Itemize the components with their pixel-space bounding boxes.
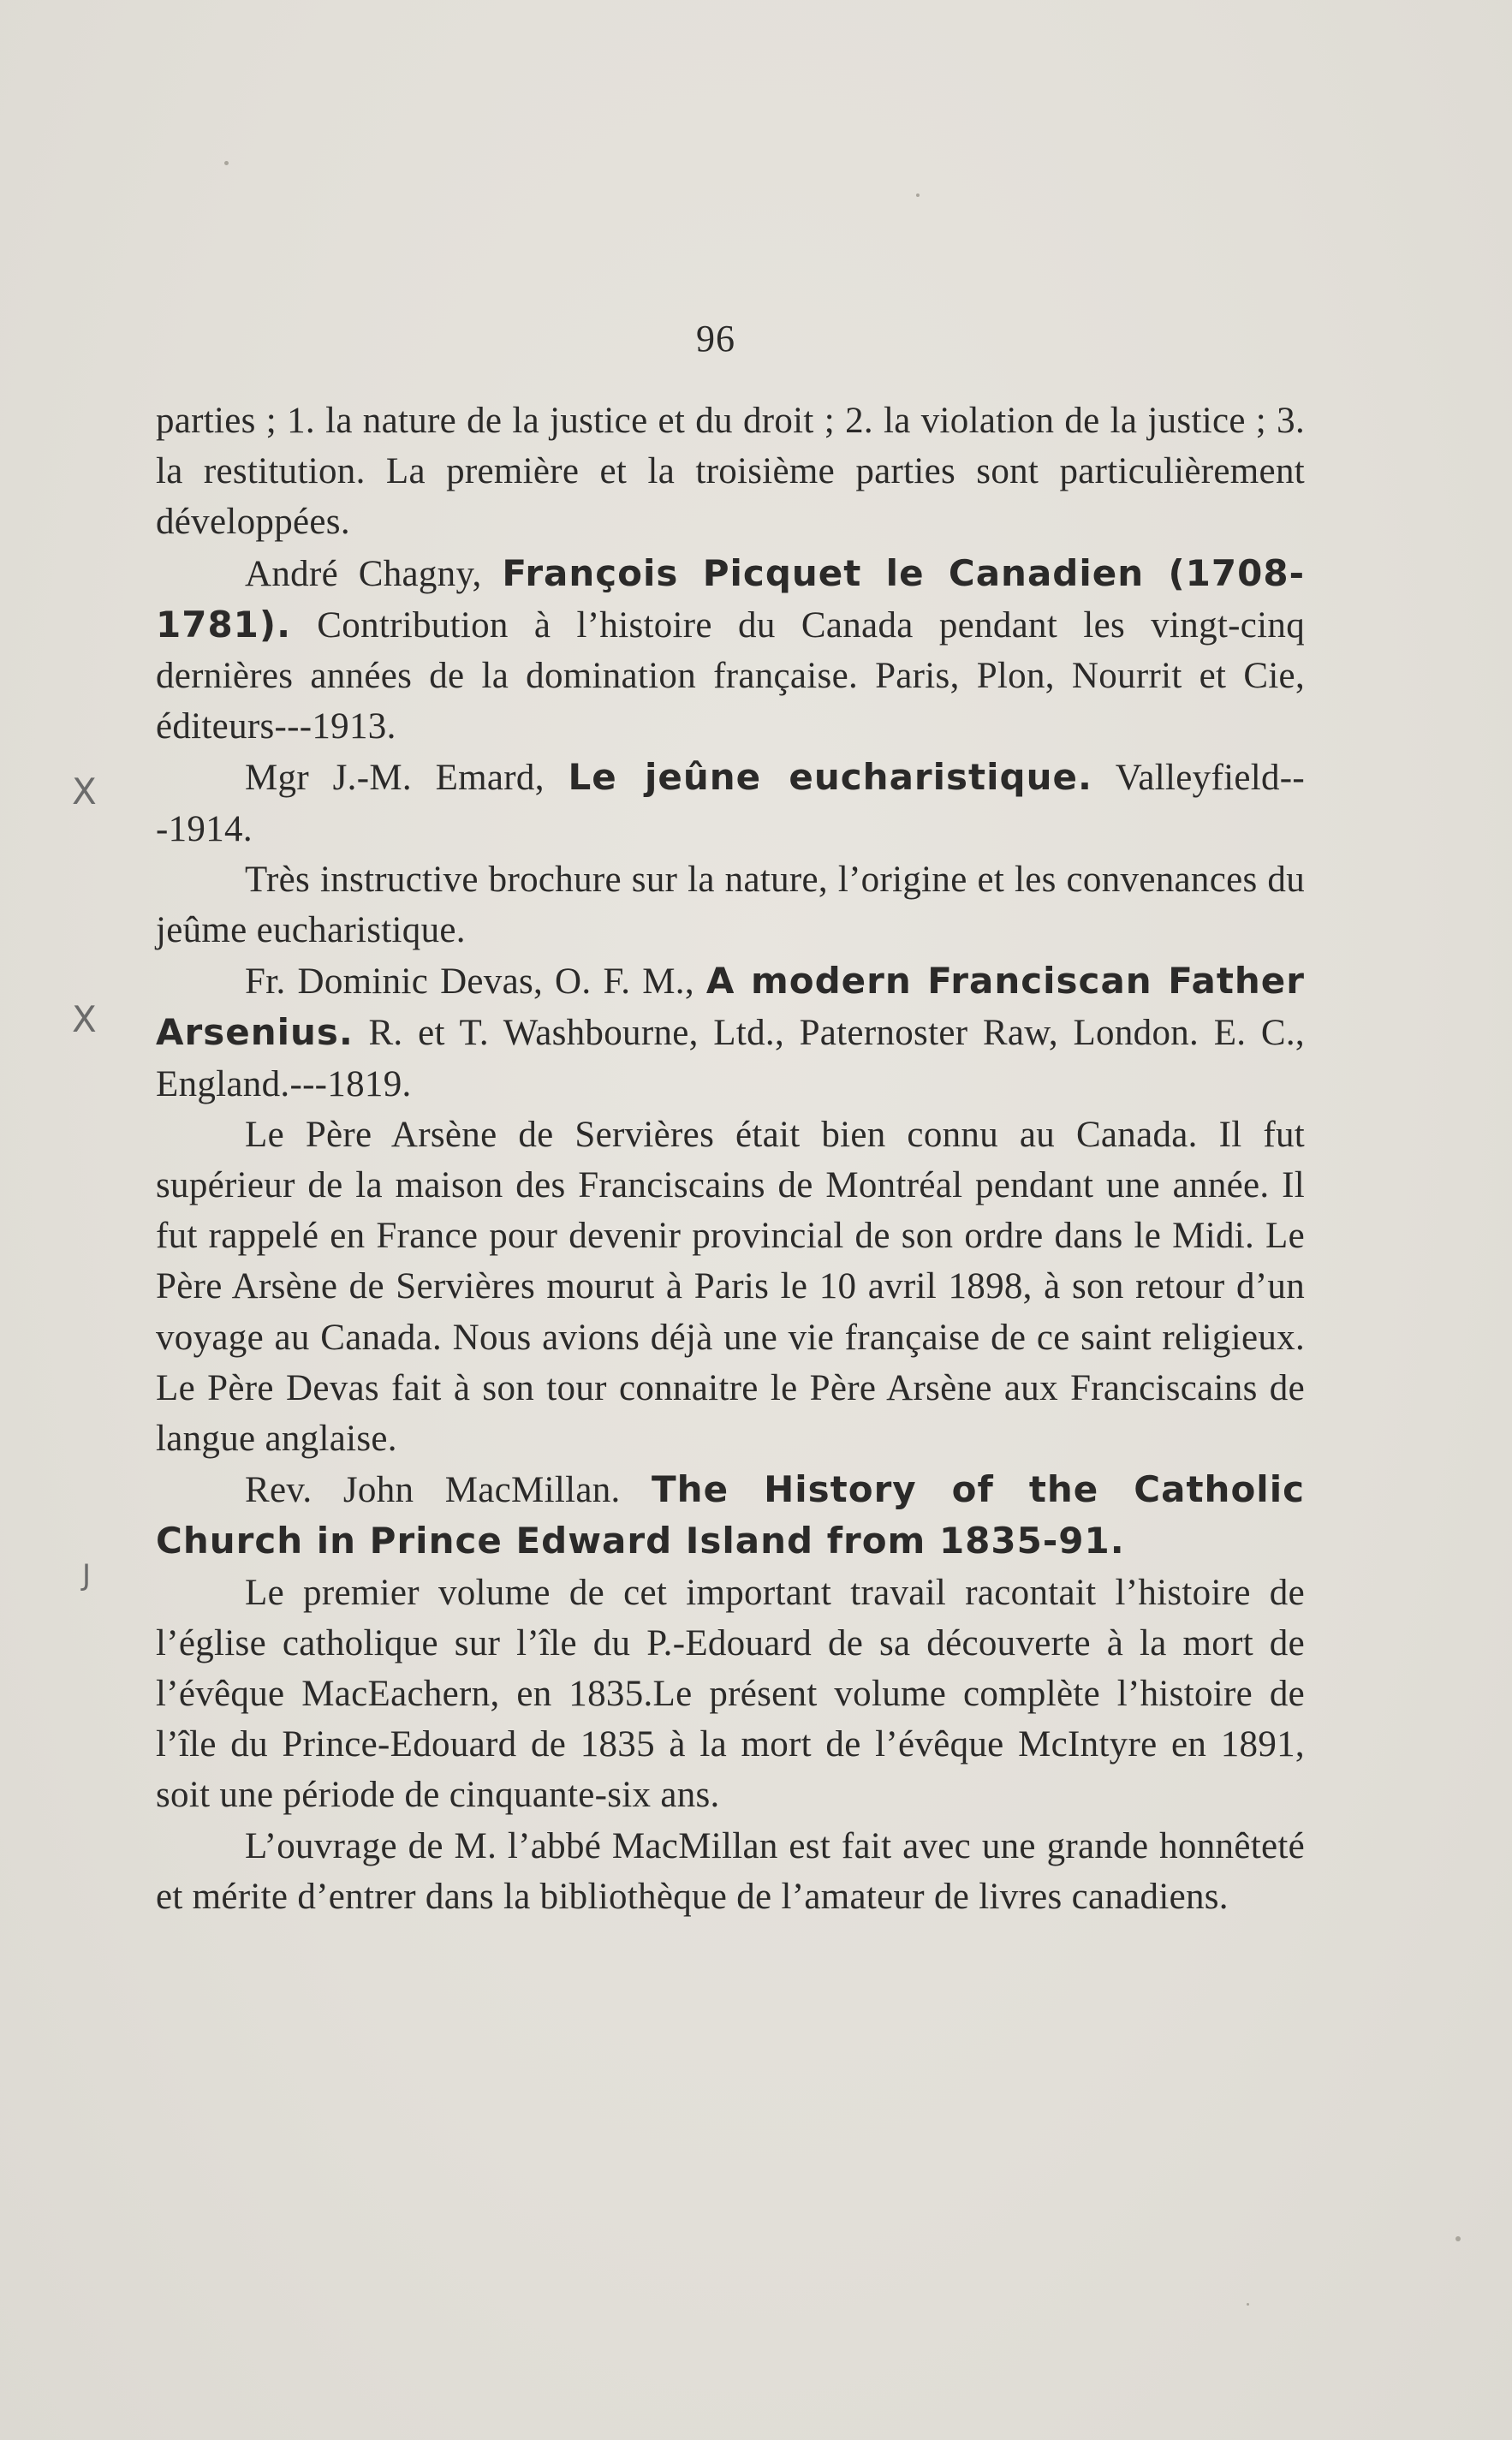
paragraph	[156, 1568, 1305, 1821]
paragraph	[156, 854, 1305, 955]
paragraph-text: Fr. Dominic Devas, O. F. M.,	[245, 961, 706, 1003]
page-number: 96	[696, 318, 735, 360]
paragraph-text: André Chagny,	[245, 553, 503, 594]
paragraph	[156, 955, 1305, 1110]
paper-speck	[224, 161, 229, 165]
paragraph	[156, 1821, 1305, 1922]
paragraph	[156, 548, 1305, 753]
paragraph-text: R. et T. Washbourne, Ltd., Paternoster Raw, London. E. C., England.---1819.	[156, 1013, 1305, 1104]
paper-speck	[1455, 2236, 1461, 2241]
body-text	[156, 396, 1305, 1922]
paragraph	[156, 1464, 1305, 1567]
paragraph-text: parties ; 1. la nature de la justice et du droit ; 2. la violation de la justice ; 3. la restitution. La première et la troisième parties sont particulièrement développées.	[156, 401, 1305, 543]
paragraph-text: Le Père Arsène de Servières était bien connu au Canada. Il fut supérieur de la maison des Franciscains de Montréal pendant une année. Il fut rappelé en France pour devenir provincial de son ordre dans le Midi. Le Père Arsène de Servières mourut à Paris le 10 avril 1898, à son retour d’un voyage au Canada. Nous avions déjà une vie française de ce saint religieux. Le Père Devas fait à son tour connaitre le Père Arsène aux Franciscains de langue anglaise.	[156, 1114, 1305, 1460]
paragraph	[156, 752, 1305, 854]
book-title: François Picquet le Canadien (1708-1781).	[156, 551, 1305, 646]
book-title: The History of the Catholic Church in Prince Edward Island from 1835-91.	[156, 1468, 1305, 1562]
paragraph	[156, 1110, 1305, 1464]
paragraph	[156, 396, 1305, 548]
margin-mark: X	[72, 998, 97, 1040]
paragraph-text: Valleyfield---1914.	[156, 758, 1306, 849]
margin-mark: X	[72, 771, 97, 812]
paragraph-text: Rev. John MacMillan.	[245, 1470, 652, 1511]
paper-speck	[1247, 2303, 1249, 2306]
paper-speck	[916, 193, 920, 197]
paragraph-text: L’ouvrage de M. l’abbé MacMillan est fait avec une grande honnêteté et mérite d’entrer dans la bibliothèque de l’amateur de livres canadiens.	[156, 1825, 1305, 1917]
book-title: Le jeûne eucharistique.	[568, 756, 1092, 799]
paragraph-text: Le premier volume de cet important travail racontait l’histoire de l’église catholique sur l’île du P.-Edouard de sa découverte à la mort de l’évêque MacEachern, en 1835.Le présent volume complète l’histoire de l’île du Prince-Edouard de 1835 à la mort de l’évêque McIntyre en 1891, soit une période de cinquante-six ans.	[156, 1572, 1305, 1816]
paragraph-text: Mgr J.-M. Emard,	[245, 758, 568, 799]
paragraph-text: Contribution à l’histoire du Canada pendant les vingt-cinq dernières années de la domination française. Paris, Plon, Nourrit et Cie, éditeurs---1913.	[156, 604, 1305, 747]
book-title: A modern Franciscan Father Arsenius.	[156, 960, 1305, 1054]
paragraph-text: Très instructive brochure sur la nature, l’origine et les convenances du jeûme eucharistique.	[156, 859, 1305, 951]
margin-mark: J	[82, 1558, 92, 1592]
